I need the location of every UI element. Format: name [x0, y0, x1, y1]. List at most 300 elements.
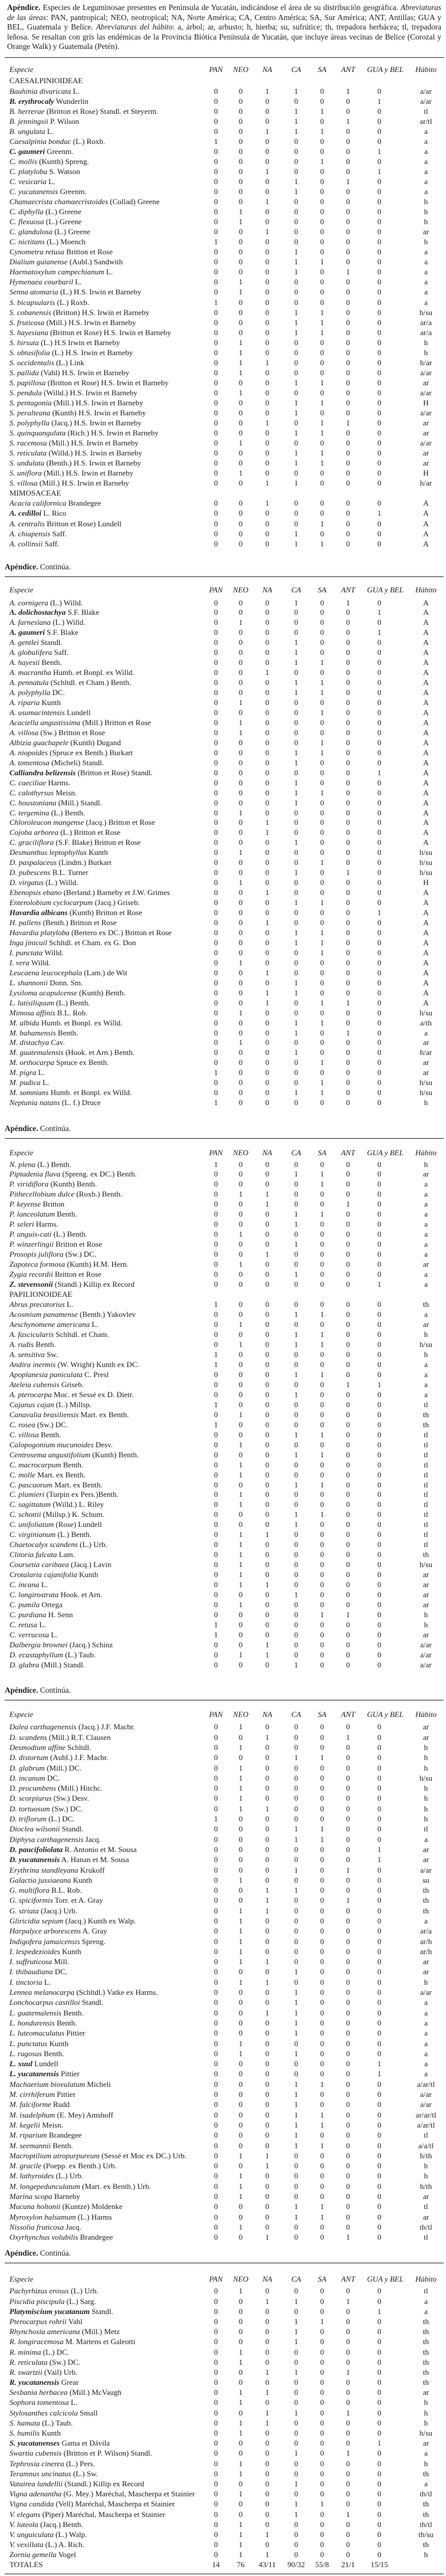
distribution-cell-na: 0	[265, 1763, 270, 1772]
species-name	[9, 888, 170, 898]
distribution-cell-ant: 0	[346, 888, 350, 897]
distribution-cell-na: 0	[265, 1814, 270, 1824]
distribution-cell-ca: 1	[294, 2367, 299, 2377]
distribution-cell-ca: 1	[294, 448, 299, 458]
distribution-cell-pan: 0	[214, 1260, 218, 1269]
distribution-cell-ca: 0	[294, 1379, 299, 1389]
distribution-cell-ca: 0	[294, 808, 299, 817]
distribution-cell-na: 0	[265, 2357, 270, 2367]
distribution-cell-pan: 0	[214, 499, 218, 508]
species-name	[9, 1250, 96, 1260]
species-author: Vahl	[68, 2316, 83, 2326]
distribution-cell-gua-y-bel: 0	[377, 1742, 382, 1752]
distribution-cell-gua-y-bel: 0	[377, 2296, 382, 2306]
distribution-cell-ant: 0	[346, 1310, 350, 1319]
distribution-cell-ant: 0	[346, 2357, 350, 2367]
distribution-cell-na: 0	[265, 2181, 270, 2191]
distribution-cell-neo: 0	[238, 2449, 243, 2458]
habit-cell: A	[423, 509, 429, 518]
species-author: Gama et Dávila	[61, 2439, 110, 2448]
species-name	[9, 2008, 84, 2018]
distribution-cell-neo: 0	[238, 608, 243, 617]
species-binomial: Machaerium biovulatum	[9, 2079, 86, 2089]
distribution-cell-pan: 0	[214, 2388, 218, 2397]
column-header: Hábito	[415, 1709, 437, 1719]
distribution-cell-sa: 0	[320, 2049, 324, 2058]
distribution-cell-ca: 0	[294, 1620, 299, 1630]
species-author: (Mill.) H.S. Irwin et Barneby	[48, 438, 139, 448]
distribution-cell-ant: 0	[346, 2306, 350, 2316]
distribution-cell-gua-y-bel: 0	[377, 1600, 382, 1610]
habit-cell: a	[424, 1199, 428, 1209]
distribution-cell-pan: 0	[214, 2378, 218, 2387]
distribution-cell-gua-y-bel: 0	[377, 2171, 382, 2181]
distribution-cell-neo: 1	[238, 348, 243, 357]
distribution-cell-ca: 1	[294, 2337, 299, 2346]
species-name	[9, 2296, 96, 2306]
distribution-cell-na: 0	[265, 176, 270, 186]
distribution-cell-ant: 0	[346, 2008, 350, 2017]
distribution-cell-pan: 0	[214, 1450, 218, 1459]
table-row	[0, 368, 446, 378]
distribution-cell-sa: 0	[320, 1946, 324, 1956]
distribution-cell-sa: 0	[320, 337, 324, 347]
distribution-cell-gua-y-bel: 0	[377, 1450, 382, 1459]
habit-cell: tl	[424, 1510, 428, 1519]
species-author: A. Gray	[82, 1926, 107, 1936]
distribution-cell-ant: 0	[346, 1957, 350, 1967]
distribution-cell-neo: 0	[238, 1844, 243, 1854]
distribution-cell-sa: 0	[320, 1988, 324, 1997]
distribution-cell-ant: 0	[346, 327, 350, 337]
species-author: Greenm.	[47, 146, 74, 156]
distribution-cell-pan: 0	[214, 858, 218, 867]
distribution-cell-na: 0	[265, 307, 270, 317]
habit-cell: h	[424, 337, 428, 347]
distribution-cell-na: 0	[265, 2120, 270, 2129]
distribution-cell-sa: 0	[320, 1784, 324, 1793]
distribution-cell-pan: 0	[214, 1028, 218, 1037]
table-row	[0, 227, 446, 237]
distribution-cell-sa: 0	[320, 2069, 324, 2079]
species-binomial: B. jenningsii	[9, 116, 48, 126]
distribution-cell-pan: 0	[214, 2529, 218, 2539]
habit-cell: th	[422, 2327, 429, 2336]
distribution-cell-gua-y-bel: 0	[377, 2079, 382, 2089]
distribution-cell-ca: 0	[294, 2428, 299, 2438]
distribution-cell-ca: 1	[294, 1339, 299, 1349]
distribution-cell-na: 1	[265, 2233, 270, 2242]
distribution-cell-ca: 0	[294, 2038, 299, 2048]
habit-cell: a	[424, 176, 428, 186]
distribution-cell-neo: 0	[238, 1886, 243, 1895]
table-row	[0, 1058, 446, 1068]
distribution-cell-sa: 0	[320, 2388, 324, 2397]
distribution-cell-ant: 0	[346, 1540, 350, 1549]
table-row	[0, 768, 446, 778]
distribution-cell-gua-y-bel: 0	[377, 868, 382, 877]
distribution-cell-na: 1	[265, 2151, 270, 2160]
species-author: Jacq.	[85, 1834, 101, 1844]
species-name	[9, 2347, 69, 2357]
distribution-cell-ca: 1	[294, 778, 299, 787]
table-row	[0, 478, 446, 488]
distribution-cell-gua-y-bel: 0	[377, 748, 382, 757]
habit-cell: a	[424, 287, 428, 297]
distribution-cell-gua-y-bel: 0	[377, 1038, 382, 1047]
distribution-cell-ant: 1	[346, 1865, 350, 1874]
distribution-cell-na: 1	[265, 818, 270, 827]
species-name	[9, 1560, 112, 1570]
species-binomial: Zygia recordii	[9, 1270, 53, 1279]
distribution-cell-pan: 0	[214, 938, 218, 947]
distribution-cell-neo: 0	[238, 2327, 243, 2336]
distribution-cell-na: 0	[265, 2059, 270, 2069]
distribution-cell-sa: 0	[320, 146, 324, 156]
distribution-cell-ca: 0	[294, 878, 299, 887]
distribution-cell-ant: 0	[346, 2428, 350, 2438]
species-name	[9, 738, 121, 748]
species-name	[9, 207, 81, 217]
distribution-cell-gua-y-bel: 0	[377, 1339, 382, 1349]
species-name	[9, 1834, 101, 1844]
species-name	[9, 1160, 71, 1170]
distribution-cell-neo: 1	[238, 848, 243, 857]
distribution-cell-ca: 1	[294, 748, 299, 757]
species-author: Saff.	[52, 529, 67, 538]
distribution-cell-na: 0	[265, 1620, 270, 1630]
distribution-cell-sa: 1	[320, 317, 324, 327]
species-binomial: D. incanum	[9, 1773, 45, 1782]
species-author: (L.) Taub.	[65, 1650, 96, 1659]
species-name	[9, 1400, 91, 1410]
distribution-cell-sa: 1	[320, 2110, 324, 2119]
distribution-cell-neo: 1	[238, 2038, 243, 2048]
distribution-cell-ant: 0	[346, 1977, 350, 1987]
table-row	[0, 378, 446, 388]
table-row	[0, 1540, 446, 1550]
table-row	[0, 96, 446, 106]
distribution-cell-gua-y-bel: 0	[377, 778, 382, 787]
table-row	[0, 1210, 446, 1220]
species-name	[9, 1550, 75, 1560]
distribution-cell-ant: 0	[346, 768, 350, 777]
species-author: (Spruce ex Benth.) Burkart	[50, 748, 133, 757]
table-row	[0, 2459, 446, 2469]
distribution-cell-gua-y-bel: 0	[377, 1048, 382, 1057]
table-row	[0, 2232, 446, 2242]
species-name	[9, 307, 149, 317]
distribution-cell-ca: 0	[294, 1814, 299, 1824]
distribution-cell-gua-y-bel: 0	[377, 378, 382, 387]
distribution-cell-sa: 0	[320, 2131, 324, 2140]
distribution-cell-ant: 0	[346, 2439, 350, 2448]
table-row	[0, 217, 446, 227]
distribution-cell-ca: 0	[294, 418, 299, 428]
distribution-cell-sa: 0	[320, 1650, 324, 1659]
distribution-cell-pan: 1	[214, 1630, 218, 1640]
habit-cell: a	[424, 126, 428, 136]
distribution-cell-sa: 0	[320, 2306, 324, 2316]
distribution-cell-ant: 0	[346, 1580, 350, 1589]
distribution-cell-sa: 1	[320, 156, 324, 166]
species-name	[9, 1240, 102, 1250]
habit-cell: a	[424, 1240, 428, 1249]
distribution-cell-na: 0	[265, 1179, 270, 1189]
distribution-cell-na: 0	[265, 1349, 270, 1359]
distribution-cell-pan: 0	[214, 448, 218, 458]
distribution-cell-pan: 0	[214, 2347, 218, 2357]
distribution-cell-sa: 0	[320, 1490, 324, 1499]
distribution-cell-ca: 0	[294, 277, 299, 287]
distribution-cell-neo: 0	[238, 1814, 243, 1824]
habit-cell: a	[424, 2059, 428, 2069]
distribution-cell-sa: 0	[320, 1977, 324, 1987]
distribution-cell-ca: 1	[294, 2049, 299, 2058]
distribution-cell-ant: 1	[346, 267, 350, 277]
distribution-cell-gua-y-bel: 0	[377, 337, 382, 347]
species-name	[9, 358, 84, 368]
species-author: (G. Mey.) Maréchal, Mascherpa et Stainier	[63, 2489, 195, 2499]
species-author: (L.) Millsp.	[55, 1400, 92, 1409]
distribution-cell-na: 0	[265, 2306, 270, 2316]
habit-cell: a/ar	[420, 1650, 432, 1659]
distribution-cell-sa: 0	[320, 2286, 324, 2296]
distribution-cell-neo: 0	[238, 2059, 243, 2069]
distribution-cell-na: 0	[265, 468, 270, 478]
distribution-cell-na: 0	[265, 1470, 270, 1479]
distribution-cell-ant: 0	[346, 2038, 350, 2048]
species-binomial: G. striata	[9, 1906, 39, 1915]
distribution-cell-sa: 0	[320, 798, 324, 807]
habit-cell: h/su	[419, 858, 432, 867]
habit-cell: H	[423, 468, 429, 478]
distribution-cell-pan: 0	[214, 2028, 218, 2038]
table-row	[0, 448, 446, 458]
species-name	[9, 1008, 87, 1018]
distribution-cell-gua-y-bel: 0	[377, 968, 382, 977]
species-binomial: Mucuna holtonii	[9, 2202, 61, 2211]
distribution-cell-gua-y-bel: 0	[377, 2469, 382, 2478]
species-author: (Sw.) Britton et Rose	[40, 727, 106, 737]
distribution-cell-neo: 1	[238, 2151, 243, 2160]
species-name	[9, 478, 129, 488]
distribution-cell-pan: 0	[214, 1763, 218, 1772]
column-header: NA	[262, 585, 273, 594]
species-binomial: C. molle	[9, 1470, 36, 1479]
distribution-cell-sa: 0	[320, 1048, 324, 1057]
distribution-cell-ant: 0	[346, 1440, 350, 1449]
species-binomial: S. hirsuta	[9, 337, 39, 347]
species-binomial: C. mollis	[9, 156, 37, 166]
distribution-cell-sa: 0	[320, 2347, 324, 2357]
distribution-cell-neo: 0	[238, 998, 243, 1007]
distribution-cell-ant: 0	[346, 1926, 350, 1936]
distribution-cell-na: 1	[265, 1977, 270, 1987]
species-binomial: C. graciliflora	[9, 838, 54, 847]
distribution-cell-gua-y-bel: 0	[377, 1490, 382, 1499]
distribution-cell-ca: 1	[294, 2018, 299, 2027]
species-author: Benth.	[44, 2049, 64, 2058]
distribution-cell-ant: 1	[346, 2449, 350, 2458]
distribution-cell-sa: 0	[320, 2469, 324, 2478]
distribution-cell-ant: 0	[346, 948, 350, 957]
habit-cell: a	[424, 2296, 428, 2306]
distribution-cell-ant: 0	[346, 2212, 350, 2221]
distribution-cell-neo: 0	[238, 918, 243, 928]
species-name	[9, 438, 139, 448]
distribution-cell-neo: 1	[238, 358, 243, 367]
species-author: S. Watson	[49, 166, 80, 176]
distribution-cell-ant: 1	[346, 1896, 350, 1905]
distribution-cell-sa: 1	[320, 378, 324, 387]
habit-cell: h/th	[419, 2151, 432, 2160]
species-binomial: C. gaumeri	[9, 146, 45, 156]
distribution-cell-sa: 0	[320, 207, 324, 217]
species-author: DC.	[54, 1967, 68, 1977]
distribution-cell-ca: 1	[294, 2202, 299, 2211]
species-author: Kunth	[41, 2428, 61, 2438]
distribution-cell-sa: 0	[320, 197, 324, 207]
habit-cell: th	[422, 2509, 429, 2519]
distribution-cell-pan: 0	[214, 2049, 218, 2058]
species-binomial: Lennea melanocarpa	[9, 1988, 75, 1997]
distribution-cell-gua-y-bel: 1	[377, 1379, 382, 1389]
distribution-cell-neo: 0	[238, 257, 243, 267]
species-author: (Micheli) Standl.	[51, 758, 104, 767]
species-name	[9, 638, 63, 648]
species-name	[9, 728, 105, 738]
distribution-cell-pan: 0	[214, 1320, 218, 1329]
species-binomial: Erythrina standleyana	[9, 1865, 78, 1874]
species-binomial: Chaetocalyx scandens	[9, 1540, 78, 1549]
table-row	[0, 688, 446, 698]
habit-cell: h	[424, 2171, 428, 2181]
species-author: (Jacq.) J.F. Macbr.	[78, 1722, 135, 1732]
species-binomial: Calopogonium mucunoides	[9, 1440, 94, 1449]
distribution-cell-na: 0	[265, 519, 270, 528]
distribution-cell-ant: 0	[346, 1550, 350, 1559]
distribution-cell-na: 0	[265, 1460, 270, 1469]
habit-cell: a	[424, 2479, 428, 2488]
distribution-cell-sa: 0	[320, 1865, 324, 1874]
species-author: L.	[51, 1630, 58, 1640]
species-binomial: Rhynchosia americana	[9, 2327, 80, 2336]
distribution-cell-gua-y-bel: 0	[377, 2038, 382, 2048]
distribution-cell-pan: 0	[214, 2038, 218, 2048]
habit-cell: a/ar	[420, 1988, 432, 1997]
distribution-cell-na: 0	[265, 2499, 270, 2509]
species-binomial: Haematoxylum campechianum	[9, 267, 104, 277]
species-author: (Mill.) H.S. Irwin et Barneby	[53, 398, 143, 407]
species-binomial: S. villosa	[9, 479, 38, 488]
habit-cell: H	[423, 398, 429, 407]
species-author: Micheli	[87, 2079, 111, 2089]
distribution-cell-sa: 0	[320, 717, 324, 727]
table-row	[0, 2519, 446, 2529]
distribution-cell-ca: 0	[294, 1349, 299, 1359]
distribution-cell-pan: 0	[214, 418, 218, 428]
distribution-cell-pan: 0	[214, 1220, 218, 1229]
distribution-cell-pan: 0	[214, 1240, 218, 1249]
distribution-cell-na: 1	[265, 1804, 270, 1813]
species-author: (L.) Harms	[77, 2212, 112, 2221]
habit-cell: h	[424, 1784, 428, 1793]
species-name	[9, 2519, 83, 2529]
distribution-cell-gua-y-bel: 0	[377, 1349, 382, 1359]
distribution-cell-na: 0	[265, 529, 270, 538]
distribution-cell-sa: 0	[320, 618, 324, 627]
distribution-cell-na: 0	[265, 1824, 270, 1834]
species-author: (Sw.) DC.	[49, 2357, 81, 2367]
species-name	[9, 2408, 97, 2418]
species-author: (Jacq.) H.S. Irwin et Barneby	[51, 418, 142, 428]
habit-cell: a/ar	[420, 438, 432, 448]
table-row	[0, 358, 446, 368]
distribution-cell-gua-y-bel: 0	[377, 848, 382, 857]
distribution-cell-neo: 0	[238, 1349, 243, 1359]
distribution-cell-pan: 0	[214, 287, 218, 297]
distribution-cell-neo: 0	[238, 317, 243, 327]
table-row	[0, 808, 446, 818]
distribution-cell-pan: 0	[214, 2428, 218, 2438]
habit-cell: a/ar	[420, 2090, 432, 2099]
species-binomial: A. farnesiana	[9, 618, 51, 627]
continuation-title: Apéndice.	[5, 562, 38, 571]
distribution-cell-sa: 0	[320, 1722, 324, 1732]
distribution-cell-ant: 0	[346, 1230, 350, 1239]
distribution-cell-sa: 1	[320, 327, 324, 337]
species-author: (E. Mey) Amshoff	[57, 2110, 113, 2119]
distribution-cell-sa: 0	[320, 1855, 324, 1864]
table-row	[0, 938, 446, 948]
distribution-cell-ant: 1	[346, 1610, 350, 1620]
species-author: (Britton et Rose) H.S. Irwin et Barneby	[47, 378, 169, 387]
species-author: Britton et Rose	[66, 247, 113, 257]
distribution-cell-gua-y-bel: 0	[377, 1320, 382, 1329]
distribution-cell-ant: 0	[346, 2469, 350, 2478]
species-binomial: Vigna candida	[9, 2499, 54, 2509]
species-name	[9, 1804, 83, 1814]
species-name	[9, 1480, 103, 1490]
distribution-cell-sa: 0	[320, 2459, 324, 2468]
distribution-cell-gua-y-bel: 0	[377, 1470, 382, 1479]
distribution-cell-neo: 0	[238, 116, 243, 126]
distribution-cell-ant: 0	[346, 2059, 350, 2069]
distribution-cell-neo: 0	[238, 828, 243, 837]
distribution-cell-ca: 0	[294, 1058, 299, 1067]
distribution-cell-ca: 0	[294, 1804, 299, 1813]
species-name	[9, 848, 108, 858]
distribution-cell-ca: 0	[294, 1260, 299, 1269]
distribution-cell-sa: 0	[320, 2408, 324, 2417]
distribution-cell-gua-y-bel: 0	[377, 1570, 382, 1579]
column-header: ANT	[341, 1148, 355, 1157]
habit-cell: h/su	[419, 848, 432, 857]
distribution-cell-sa: 0	[320, 1240, 324, 1249]
table-row	[0, 2079, 446, 2089]
distribution-cell-na: 0	[265, 2018, 270, 2027]
distribution-cell-gua-y-bel: 0	[377, 1814, 382, 1824]
distribution-cell-gua-y-bel: 0	[377, 758, 382, 767]
distribution-cell-ant: 0	[346, 2222, 350, 2231]
species-binomial: Chamaecrista chamaecristoides	[9, 197, 109, 207]
species-author: (L.) Sarg.	[66, 2296, 96, 2306]
distribution-cell-ca: 0	[294, 2192, 299, 2201]
habit-cell: h	[424, 2418, 428, 2427]
distribution-cell-pan: 0	[214, 988, 218, 997]
distribution-cell-pan: 0	[214, 1540, 218, 1549]
